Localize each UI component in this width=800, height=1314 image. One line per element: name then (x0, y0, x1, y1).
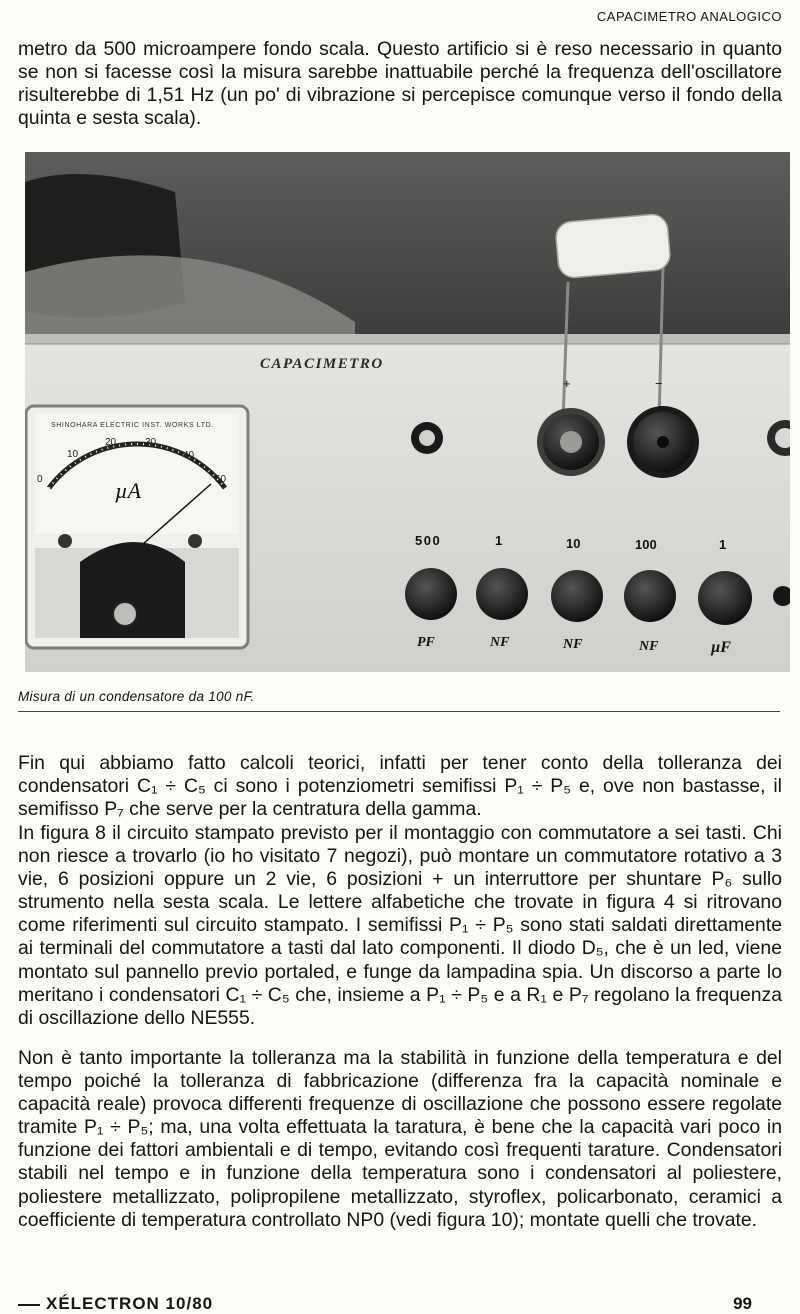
range-value: 100 (635, 537, 657, 552)
range-unit: µF (711, 639, 731, 656)
microammeter (26, 406, 248, 648)
terminal-mark: − (655, 376, 663, 391)
caption-divider (18, 711, 780, 712)
paragraph-intro: metro da 500 microampere fondo scala. Questo artificio si è reso necessario in quanto se non si facesse così la misura sarebbe inattuabile perché la frequenza dell'oscillatore risulterebbe di 1,51 Hz (un po' di vibrazione si percepisce comunque verso il fondo della quinta e sesta scala). (18, 38, 782, 130)
meter-scale-label: 10 (67, 449, 79, 460)
range-value: 1 (719, 537, 727, 552)
paragraph-tolerance: Fin qui abbiamo fatto calcoli teorici, infatti per tener conto della tolleranza dei condensatori C₁ ÷ C₅ ci sono i potenziometri semifissi P₁ ÷ P₅ e, ove non bastasse, il semifisso P₇ che serve per la centratura della gamma. (18, 752, 782, 821)
panel-label: CAPACIMETRO (260, 356, 384, 372)
meter-scale-label: 50 (215, 474, 227, 485)
range-unit: PF (417, 635, 435, 650)
figure-photo (25, 152, 790, 672)
binding-post-positive (537, 408, 605, 476)
paragraph-stability: Non è tanto importante la tolleranza ma la stabilità in funzione della temperatura e del tempo poiché la tolleranza di fabbricazione (differenza fra la capacità nominale e capacità reale) provoca differenti frequenze di oscillazione che possono essere regolate tramite P₁ ÷ P₅; ma, una volta effettuata la taratura, è bene che la capacità vari poco in funzione dei fattori ambientali e di tempo, evitando così frequenti tarature. Condensatori stabili nel tempo e in funzione della temperatura sono i condensatori al poliestere, poliestere metallizzato, polipropilene metallizzato, styroflex, policarbonato, ceramici a coefficiente di temperatura controllato NP0 (vedi figura 10); montate quelli che trovate. (18, 1047, 782, 1231)
range-button-100nf (624, 570, 676, 622)
meter-scale-label: 20 (105, 437, 117, 448)
range-value: 1 (495, 533, 503, 548)
range-value: 500 (415, 533, 442, 548)
figure-caption: Misura di un condensatore da 100 nF. (18, 689, 255, 704)
meter-unit: µA (115, 478, 142, 503)
footer-page-number: 99 (733, 1294, 752, 1313)
range-unit: NF (563, 637, 583, 652)
range-value: 10 (566, 536, 581, 551)
range-button-10nf (551, 570, 603, 622)
range-unit: NF (639, 639, 659, 654)
running-head: CAPACIMETRO ANALOGICO (596, 9, 782, 24)
range-button-1uf (698, 571, 752, 625)
zero-adjust-screw (113, 602, 137, 626)
range-unit: NF (490, 635, 510, 650)
meter-scale-label: 40 (183, 450, 195, 461)
meter-maker: SHINOHARA ELECTRIC INST. WORKS LTD. (51, 422, 214, 429)
meter-scale-label: 30 (145, 437, 157, 448)
meter-scale-label: 0 (37, 474, 43, 485)
range-button-500pf (405, 568, 457, 620)
paragraph-pcb: In figura 8 il circuito stampato previsto per il montaggio con commutatore a sei tasti. Chi non riesce a trovarlo (io ho visitato 7 negozi), può montare un commutatore rotativo a 3 vie, 6 posizioni oppure un 2 vie, 6 posizioni + un interruttore per shuntare P₆ sullo strumento nella sesta scala. Le lettere alfabetiche che trovate in figura 4 si ritrovano come riferimenti sul circuito stampato. I semifissi P₁ ÷ P₅ sono stati saldati direttamente ai terminali del commutatore a tasti dal lato componenti. Il diodo D₅, che è un led, viene montato sul pannello previo portaled, e funge da lampadina spia. Un discorso a parte lo meritano i condensatori C₁ ÷ C₅ che, insieme a P₁ ÷ P₅ e a R₁ e P₇ regolano la frequenza di oscillazione dello NE555. (18, 822, 782, 1029)
binding-post-negative (627, 406, 699, 478)
footer-magazine-text: XÉLECTRON 10/80 (46, 1294, 214, 1313)
range-button-1nf (476, 568, 528, 620)
footer-magazine (18, 1294, 213, 1314)
terminal-mark: + (563, 376, 571, 391)
